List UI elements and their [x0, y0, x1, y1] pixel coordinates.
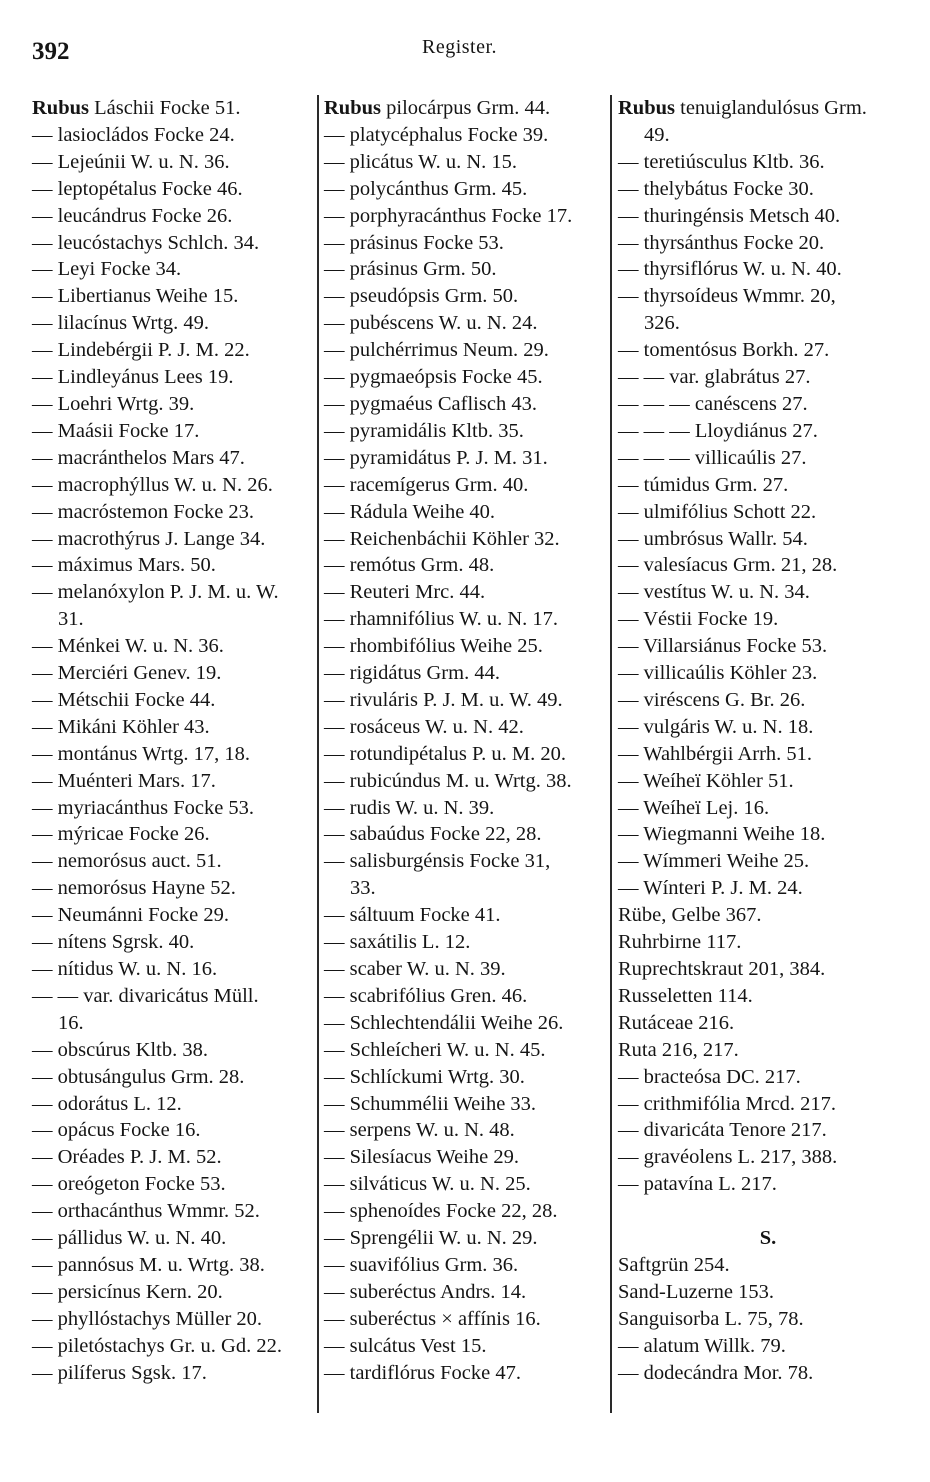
index-entry: — oreógeton Focke 53. — [32, 1173, 226, 1196]
index-entry: — sulcátus Vest 15. — [324, 1334, 487, 1357]
column-rule — [317, 95, 319, 1413]
index-entry: — divaricáta Tenore 217. — [618, 1119, 827, 1142]
index-entry: — Merciéri Genev. 19. — [32, 662, 222, 685]
index-entry: — obtusángulus Grm. 28. — [32, 1065, 245, 1088]
index-entry: — nemorósus Hayne 52. — [32, 877, 236, 900]
index-entry: — macrothýrus J. Lange 34. — [32, 527, 266, 550]
index-entry: — alatum Willk. 79. — [618, 1334, 786, 1357]
index-entry: — pyramidális Kltb. 35. — [324, 419, 524, 442]
index-entry: — leucándrus Focke 26. — [32, 204, 233, 227]
index-entry: — Schlechtendálii Weihe 26. — [324, 1011, 564, 1034]
index-entry: — — var. divaricátus Müll. — [32, 984, 259, 1007]
index-entry: — pilíferus Sgsk. 17. — [32, 1361, 207, 1384]
index-entry: — Leyi Focke 34. — [32, 258, 182, 281]
index-entry: — salisburgénsis Focke 31, — [324, 850, 551, 873]
index-entry: — Schleícheri W. u. N. 45. — [324, 1038, 546, 1061]
index-entry: — crithmifólia Mrcd. 217. — [618, 1092, 837, 1115]
index-entry: Ruta 216, 217. — [618, 1038, 739, 1061]
index-entry: — rotundipétalus P. u. M. 20. — [324, 742, 567, 765]
index-entry: Saftgrün 254. — [618, 1253, 730, 1276]
running-head: Register. — [422, 36, 498, 58]
index-entry: — Weíheï Köhler 51. — [618, 769, 794, 792]
index-entry: — pygmaéus Caflisch 43. — [324, 392, 537, 415]
index-entry: — Maásii Focke 17. — [32, 419, 200, 442]
index-entry: — Silesíacus Weihe 29. — [324, 1146, 519, 1169]
index-entry: — sáltuum Focke 41. — [324, 904, 501, 927]
index-entry: — túmidus Grm. 27. — [618, 473, 789, 496]
index-entry: — Lindleyánus Lees 19. — [32, 366, 234, 389]
index-entry: — plicátus W. u. N. 15. — [324, 150, 518, 173]
index-entry: — pulchérrimus Neum. 29. — [324, 339, 549, 362]
index-column-1 — [32, 95, 314, 1387]
index-entry: Russeletten 114. — [618, 984, 753, 1007]
index-entry: — Schummélii Weihe 33. — [324, 1092, 537, 1115]
index-entry: — Métschii Focke 44. — [32, 688, 216, 711]
index-column-2 — [324, 95, 608, 1387]
index-entry: 33. — [350, 877, 376, 900]
index-entry: — remótus Grm. 48. — [324, 554, 495, 577]
index-entry: — Ménkei W. u. N. 36. — [32, 635, 224, 658]
index-entry: — Loehri Wrtg. 39. — [32, 392, 195, 415]
index-entry: — porphyracánthus Focke 17. — [324, 204, 573, 227]
index-entry: — obscúrus Kltb. 38. — [32, 1038, 208, 1061]
index-entry: — thyrsánthus Focke 20. — [618, 231, 825, 254]
index-entry: — rigidátus Grm. 44. — [324, 662, 500, 685]
index-entry: — Mikáni Köhler 43. — [32, 715, 210, 738]
index-entry: Rubus Láschii Focke 51. — [32, 97, 241, 119]
index-entry: — rosáceus W. u. N. 42. — [324, 715, 524, 738]
index-entry: Sand-Luzerne 153. — [618, 1280, 774, 1303]
index-entry: Rutáceae 216. — [618, 1011, 735, 1034]
index-entry: — prásinus Grm. 50. — [324, 258, 497, 281]
column-rule — [610, 95, 612, 1413]
index-entry: Rubus tenuiglandulósus Grm. — [618, 97, 867, 119]
index-entry: — thuringénsis Metsch 40. — [618, 204, 841, 227]
index-entry: — orthacánthus Wmmr. 52. — [32, 1200, 260, 1223]
index-entry: — Villarsiánus Focke 53. — [618, 635, 828, 658]
genus-label: Rubus — [324, 97, 381, 119]
index-entry: — pannósus M. u. Wrtg. 38. — [32, 1253, 265, 1276]
index-entry: — prásinus Focke 53. — [324, 231, 504, 254]
index-entry: — nítens Sgrsk. 40. — [32, 931, 195, 954]
index-entry: — villicaúlis Köhler 23. — [618, 662, 818, 685]
index-entry: Ruhrbirne 117. — [618, 931, 742, 954]
index-entry: — nítidus W. u. N. 16. — [32, 958, 218, 980]
index-entry: — Wahlbérgii Arrh. 51. — [618, 742, 813, 765]
index-entry: — pseudópsis Grm. 50. — [324, 285, 519, 308]
index-entry: — Wiegmanni Weihe 18. — [618, 823, 826, 846]
section-letter: S. — [759, 1227, 777, 1250]
genus-label: Rubus — [618, 97, 675, 119]
index-entry: — polycánthus Grm. 45. — [324, 177, 528, 200]
index-entry: — rhombifólius Weihe 25. — [324, 635, 543, 658]
index-entry: — platycéphalus Focke 39. — [324, 123, 549, 146]
index-entry: — thelybátus Focke 30. — [618, 177, 814, 200]
index-entry: — lasiocládos Focke 24. — [32, 123, 235, 146]
index-entry: — racemígerus Grm. 40. — [324, 473, 529, 496]
index-entry: — leucóstachys Schlch. 34. — [32, 231, 260, 254]
index-column-3 — [618, 95, 918, 1386]
index-entry: — rubicúndus M. u. Wrtg. 38. — [324, 769, 572, 792]
index-entry: — vestítus W. u. N. 34. — [618, 581, 810, 604]
index-entry: — Sprengélii W. u. N. 29. — [324, 1227, 538, 1250]
index-entry: — odorátus L. 12. — [32, 1092, 182, 1115]
index-entry: — valesíacus Grm. 21, 28. — [618, 554, 838, 577]
index-entry: — serpens W. u. N. 48. — [324, 1119, 515, 1142]
index-entry: — scabrifólius Gren. 46. — [324, 984, 528, 1007]
index-entry: — Wímmeri Weihe 25. — [618, 850, 810, 873]
index-entry: — thyrsiflórus W. u. N. 40. — [618, 258, 842, 281]
index-entry: — suberéctus Andrs. 14. — [324, 1280, 527, 1303]
index-entry: — gravéolens L. 217, 388. — [618, 1146, 838, 1169]
index-entry: — Lindebérgii P. J. M. 22. — [32, 339, 250, 362]
index-entry: — Reuteri Mrc. 44. — [324, 581, 486, 604]
index-entry: — suberéctus × affínis 16. — [324, 1307, 541, 1330]
index-entry: Rübe, Gelbe 367. — [618, 904, 762, 927]
index-entry: — Reichenbáchii Köhler 32. — [324, 527, 560, 550]
index-entry: — — — canéscens 27. — [618, 392, 808, 415]
index-entry: — Libertianus Weihe 15. — [32, 285, 239, 308]
index-entry: — nemorósus auct. 51. — [32, 850, 222, 873]
index-entry: — rudis W. u. N. 39. — [324, 796, 495, 819]
index-entry: — Rádula Weihe 40. — [324, 500, 496, 523]
index-entry: — leptopétalus Focke 46. — [32, 177, 243, 200]
index-entry: 16. — [58, 1011, 84, 1034]
index-entry: — rhamnifólius W. u. N. 17. — [324, 608, 559, 631]
index-entry: — patavína L. 217. — [618, 1173, 777, 1196]
index-entry: — macróstemon Focke 23. — [32, 500, 255, 523]
index-entry: — melanóxylon P. J. M. u. W. — [32, 581, 279, 604]
index-entry: — viréscens G. Br. 26. — [618, 688, 806, 711]
index-entry: — scaber W. u. N. 39. — [324, 958, 506, 980]
index-entry: — — — villicaúlis 27. — [618, 446, 807, 469]
index-entry: — sphenoídes Focke 22, 28. — [324, 1200, 558, 1223]
page-number: 392 — [32, 38, 70, 65]
index-entry: — teretiúsculus Kltb. 36. — [618, 150, 825, 173]
index-entry: — tomentósus Borkh. 27. — [618, 339, 830, 362]
index-entry: — — var. glabrátus 27. — [618, 366, 811, 389]
index-entry: 326. — [644, 312, 680, 335]
index-entry: — myriacánthus Focke 53. — [32, 796, 255, 819]
index-entry: — thyrsoídeus Wmmr. 20, — [618, 285, 836, 308]
index-entry: — Wínteri P. J. M. 24. — [618, 877, 803, 900]
index-entry: — saxátilis L. 12. — [324, 931, 471, 954]
index-entry: — lilacínus Wrtg. 49. — [32, 312, 210, 335]
index-entry: — tardiflórus Focke 47. — [324, 1361, 521, 1384]
index-entry: — — — Lloydiánus 27. — [618, 419, 818, 442]
index-entry: — Weíheï Lej. 16. — [618, 796, 770, 819]
index-entry: — pubéscens W. u. N. 24. — [324, 312, 538, 335]
index-entry: — opácus Focke 16. — [32, 1119, 201, 1142]
index-entry: — Neumánni Focke 29. — [32, 904, 229, 927]
index-entry: — bracteósa DC. 217. — [618, 1065, 801, 1088]
index-entry: — piletóstachys Gr. u. Gd. 22. — [32, 1334, 282, 1357]
index-entry: — dodecándra Mor. 78. — [618, 1361, 814, 1384]
index-entry: — macrophýllus W. u. N. 26. — [32, 473, 273, 496]
index-entry: — vulgáris W. u. N. 18. — [618, 715, 814, 738]
index-entry: — silváticus W. u. N. 25. — [324, 1173, 531, 1196]
index-entry: Ruprechtskraut 201, 384. — [618, 958, 826, 980]
index-entry: Sanguisorba L. 75, 78. — [618, 1307, 804, 1330]
index-entry: — Schlíckumi Wrtg. 30. — [324, 1065, 525, 1088]
index-entry: — pyramidátus P. J. M. 31. — [324, 446, 548, 469]
blank-line — [618, 1198, 918, 1225]
index-entry: — sabaúdus Focke 22, 28. — [324, 823, 542, 846]
index-entry: — Oréades P. J. M. 52. — [32, 1146, 222, 1169]
genus-label: Rubus — [32, 97, 89, 119]
index-entry: 49. — [644, 123, 670, 146]
index-entry: — Muénteri Mars. 17. — [32, 769, 216, 792]
index-entry: — suavifólius Grm. 36. — [324, 1253, 519, 1276]
index-entry: — Lejeúnii W. u. N. 36. — [32, 150, 230, 173]
index-entry: — pállidus W. u. N. 40. — [32, 1227, 227, 1250]
index-entry: — ulmifólius Schott 22. — [618, 500, 817, 523]
index-entry: — rivuláris P. J. M. u. W. 49. — [324, 688, 563, 711]
index-entry: — mýricae Focke 26. — [32, 823, 210, 846]
index-entry: — Véstii Focke 19. — [618, 608, 779, 631]
index-entry: — macránthelos Mars 47. — [32, 446, 245, 469]
index-entry: 31. — [58, 608, 84, 631]
index-entry: Rubus pilocárpus Grm. 44. — [324, 97, 551, 119]
index-entry: — pygmaeópsis Focke 45. — [324, 366, 543, 389]
index-entry: — montánus Wrtg. 17, 18. — [32, 742, 251, 765]
index-entry: — máximus Mars. 50. — [32, 554, 216, 577]
index-entry: — phyllóstachys Müller 20. — [32, 1307, 263, 1330]
index-entry: — persicínus Kern. 20. — [32, 1280, 223, 1303]
index-entry: — umbrósus Wallr. 54. — [618, 527, 808, 550]
